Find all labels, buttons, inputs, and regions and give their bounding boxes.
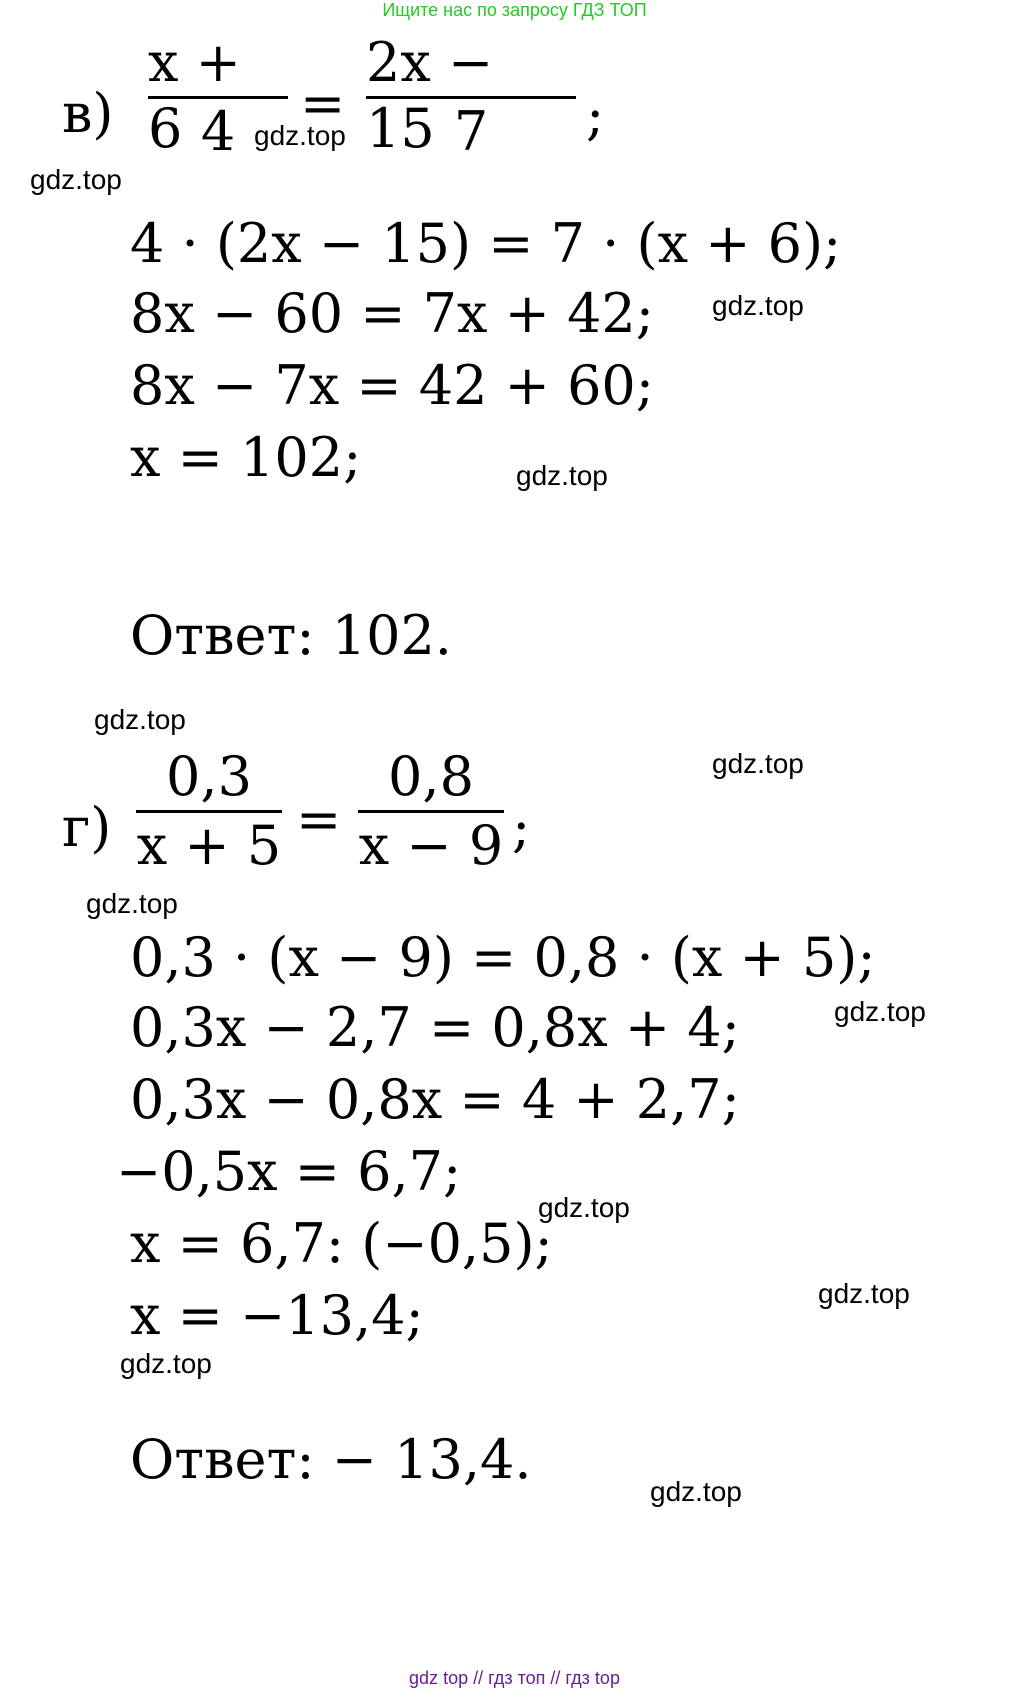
watermark: gdz.top <box>120 1348 212 1379</box>
part-g-rhs-numerator: 0,8 <box>388 745 474 808</box>
watermark: gdz.top <box>94 704 186 735</box>
part-v-lhs-denominator: 4 <box>200 100 236 163</box>
part-g-label: г) <box>62 796 112 859</box>
part-v-rhs-fraction <box>366 30 576 165</box>
part-v-answer: Ответ: 102. <box>130 604 452 667</box>
watermark: gdz.top <box>650 1476 742 1507</box>
part-v-step: 4 · (2x − 15) = 7 · (x + 6); <box>130 212 842 275</box>
part-v-rhs-numerator: 2x − 15 <box>366 31 494 160</box>
part-g-step: x = 6,7: (−0,5); <box>130 1212 553 1275</box>
part-g-rhs-denominator: x − 9 <box>358 814 504 877</box>
watermark: gdz.top <box>712 748 804 779</box>
part-v-rhs-denominator: 7 <box>453 100 489 163</box>
part-g-answer: Ответ: − 13,4. <box>130 1428 532 1491</box>
watermark: gdz.top <box>30 164 122 195</box>
part-g-step: x = −13,4; <box>130 1284 424 1347</box>
part-g-lhs-denominator: x + 5 <box>136 814 282 877</box>
part-v-equals: = <box>300 72 346 135</box>
watermark: gdz.top <box>86 888 178 919</box>
part-g-step: 0,3x − 2,7 = 0,8x + 4; <box>130 996 740 1059</box>
watermark: gdz.top <box>516 460 608 491</box>
footer-link-strip: gdz top // гдз топ // гдз top <box>409 1668 620 1688</box>
part-v-step: 8x − 7x = 42 + 60; <box>130 354 654 417</box>
watermark: gdz.top <box>254 120 346 151</box>
part-v-step: 8x − 60 = 7x + 42; <box>130 282 654 345</box>
part-g-lhs-numerator: 0,3 <box>166 745 252 808</box>
watermark: gdz.top <box>834 996 926 1027</box>
part-v-step: x = 102; <box>130 426 362 489</box>
part-v-semicolon: ; <box>586 84 605 147</box>
part-g-lhs-fraction <box>136 744 282 879</box>
part-g-step: 0,3x − 0,8x = 4 + 2,7; <box>130 1068 740 1131</box>
part-g-semicolon: ; <box>512 796 531 859</box>
part-v-label: в) <box>62 82 114 145</box>
top-banner: Ищите нас по запросу ГДЗ ТОП <box>382 0 647 20</box>
part-g-equals: = <box>296 788 342 851</box>
part-g-rhs-fraction <box>358 744 504 879</box>
watermark: gdz.top <box>818 1278 910 1309</box>
watermark: gdz.top <box>538 1192 630 1223</box>
watermark: gdz.top <box>712 290 804 321</box>
part-g-step: 0,3 · (x − 9) = 0,8 · (x + 5); <box>130 926 876 989</box>
part-v-lhs-numerator: x + 6 <box>148 31 241 160</box>
part-g-step: −0,5x = 6,7; <box>116 1140 462 1203</box>
